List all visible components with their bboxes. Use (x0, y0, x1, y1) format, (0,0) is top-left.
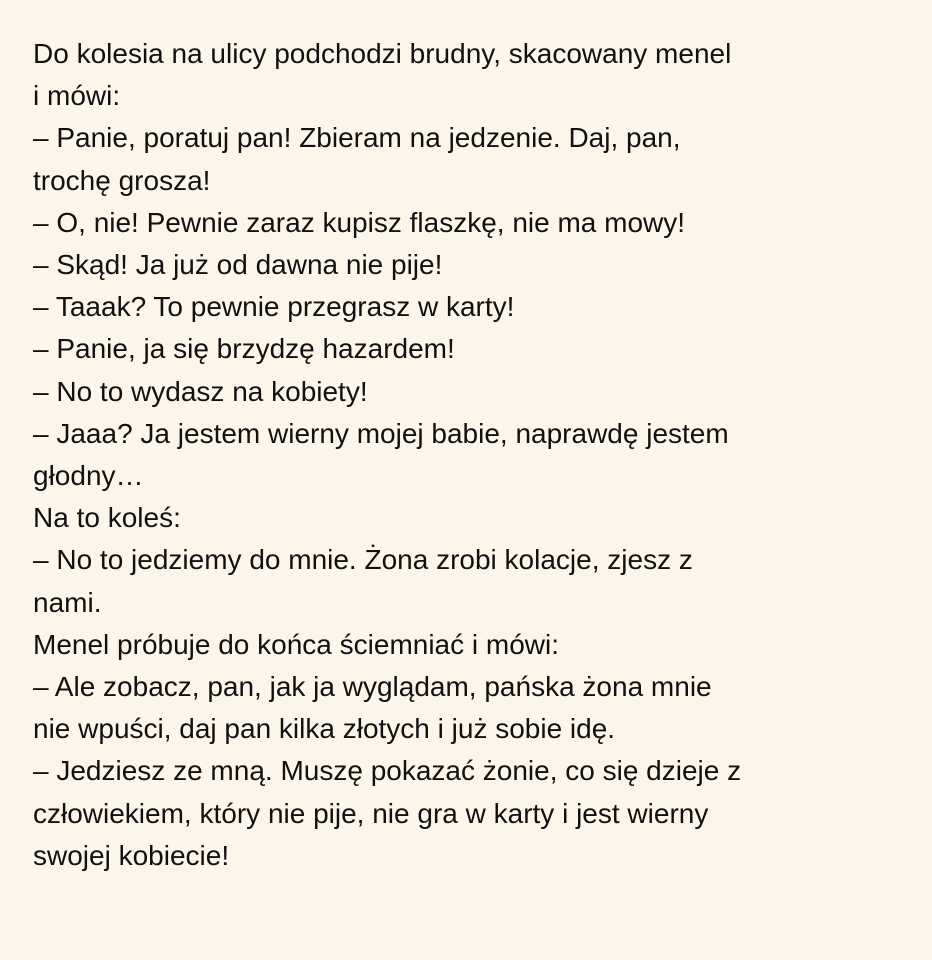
text-line: nami. (33, 586, 102, 618)
text-line: – Taaak? To pewnie przegrasz w karty! (33, 291, 515, 323)
joke-text (33, 33, 912, 877)
text-line: – Ale zobacz, pan, jak ja wyglądam, pańska żona mnie (33, 671, 712, 703)
text-line: – No to wydasz na kobiety! (33, 375, 368, 407)
text-line: Na to koleś: (33, 502, 181, 534)
text-line: – O, nie! Pewnie zaraz kupisz flaszkę, nie ma mowy! (33, 206, 686, 238)
text-line: Menel próbuje do końca ściemniać i mówi: (33, 628, 560, 660)
text-line: Do kolesia na ulicy podchodzi brudny, skacowany menel (33, 38, 732, 69)
text-line: – Skąd! Ja już od dawna nie pije! (33, 249, 443, 281)
text-line: – Panie, poratuj pan! Zbieram na jedzenie. Daj, pan, (33, 122, 681, 154)
text-line: – Jedziesz ze mną. Muszę pokazać żonie, co się dzieje z (33, 755, 742, 787)
text-line: trochę grosza! (33, 164, 211, 196)
text-line: – No to jedziemy do mnie. Żona zrobi kolacje, zjesz z (33, 544, 693, 576)
text-line: głodny… (33, 460, 144, 492)
text-line: – Jaaa? Ja jestem wierny mojej babie, naprawdę jestem (33, 417, 729, 449)
text-line: – Panie, ja się brzydzę hazardem! (33, 333, 455, 365)
text-line: człowiekiem, który nie pije, nie gra w karty i jest wierny (33, 797, 709, 829)
text-line: nie wpuści, daj pan kilka złotych i już sobie idę. (33, 713, 616, 745)
text-line: swojej kobiecie! (33, 839, 230, 871)
text-line: i mówi: (33, 80, 121, 112)
